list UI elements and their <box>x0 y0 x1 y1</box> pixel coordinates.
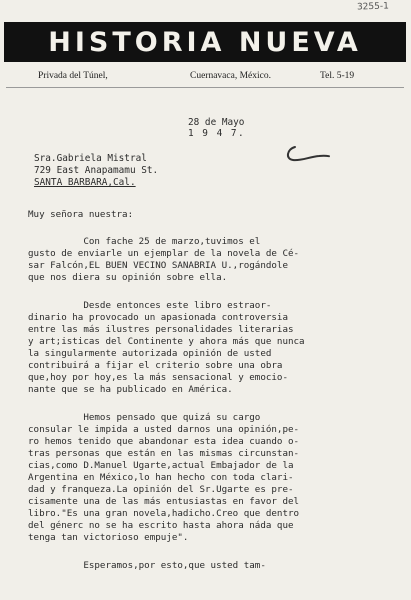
body-line: cias,como D.Manuel Ugarte,actual Embajador de la <box>28 460 294 471</box>
recipient-name: Sra.Gabriela Mistral <box>34 153 147 164</box>
body-line: consular le impida a usted darnos una opinión,pe- <box>28 424 300 435</box>
letterhead-phone: Tel. 5-19 <box>320 71 355 81</box>
body-line: del génerc no se ha escrito hasta ahora náda que <box>28 520 294 531</box>
letterhead-city: Cuernavaca, México. <box>190 71 271 81</box>
date-year: 1 9 4 7. <box>188 128 246 139</box>
recipient-city: SANTA BARBARA,Cal. <box>34 177 136 188</box>
handwritten-mark <box>281 141 331 165</box>
body-line: Argentina en México,lo han hecho con toda clari- <box>28 472 294 483</box>
header-divider <box>6 87 404 88</box>
body-line: que nos diera su opinión sobre ella. <box>28 272 228 283</box>
recipient-street: 729 East Anapamamu St. <box>34 165 159 176</box>
body-line: gusto de enviarle un ejemplar de la novela de Cé- <box>28 248 300 259</box>
body-line: tenga tan victorioso empuje". <box>28 532 189 543</box>
body-line: contribuirá a fijar el criterio sobre una obra <box>28 360 283 371</box>
body-line: dinario ha provocado un apasionada controversia <box>28 312 288 323</box>
body-line: la singularmente autorizada opinión de usted <box>28 348 272 359</box>
body-line: Desde entonces este libro estraor- <box>28 300 272 311</box>
letterhead-title: HISTORIA NUEVA <box>48 26 362 58</box>
body-line: Esperamos,por esto,que usted tam- <box>28 560 266 571</box>
body-line: dad y franqueza.La opinión del Sr.Ugarte es pre- <box>28 484 294 495</box>
body-line: sar Falcón,EL BUEN VECINO SANABRIA U.,rogándole <box>28 260 288 271</box>
body-line: tras personas que están en las mismas circunstan- <box>28 448 300 459</box>
letterhead-banner <box>4 22 406 62</box>
date-day-month: 28 de Mayo <box>188 117 245 128</box>
body-line: libro."Es una gran novela,hadicho.Creo que dentro <box>28 508 300 519</box>
body-line: y art;isticas del Continente y ahora más que nunca <box>28 336 305 347</box>
body-line: nante que se ha publicado en América. <box>28 384 233 395</box>
body-line: entre las más ilustres personalidades literarias <box>28 324 294 335</box>
body-line: Hemos pensado que quizá su cargo <box>28 412 261 423</box>
body-line: cisamente una de las más entusiastas en favor del <box>28 496 300 507</box>
letterhead-address: Privada del Túnel, <box>38 71 108 81</box>
body-line: ro hemos tenido que abandonar esta idea cuando o- <box>28 436 300 447</box>
body-line: que,hoy por hoy,es la más sensacional y emocio- <box>28 372 288 383</box>
archive-number: 3255-1 <box>356 1 390 13</box>
body-line: Con fache 25 de marzo,tuvimos el <box>28 236 261 247</box>
salutation: Muy señora nuestra: <box>28 209 134 220</box>
